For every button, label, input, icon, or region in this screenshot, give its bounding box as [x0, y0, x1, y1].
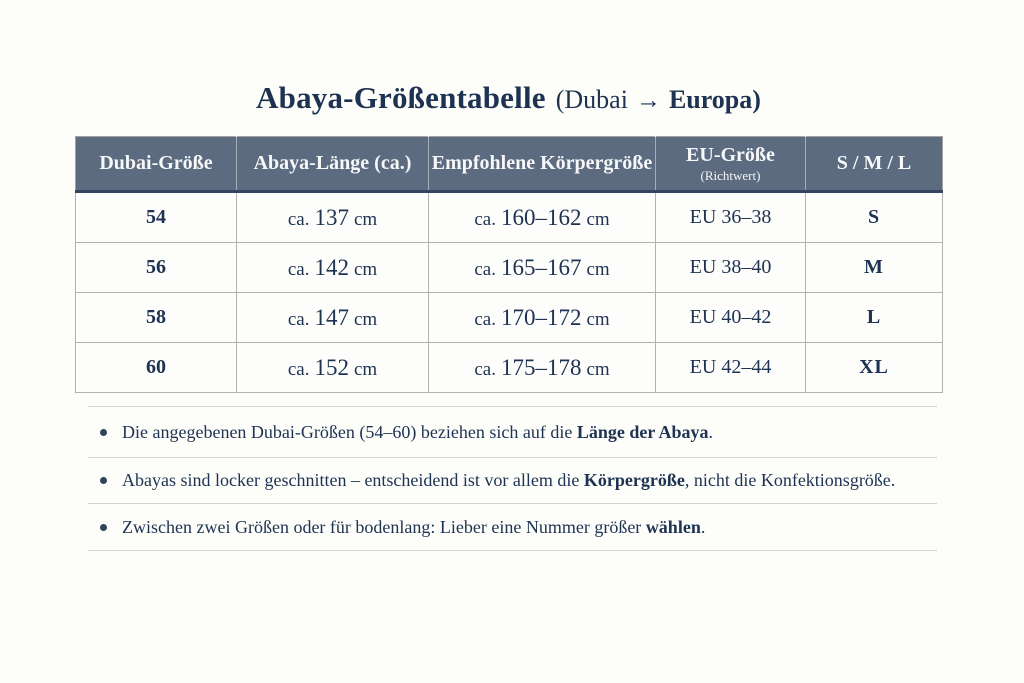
cell-eu-size: EU 38–40 — [656, 243, 806, 293]
notes-list — [88, 406, 937, 551]
table-row — [76, 192, 943, 243]
cell-dubai-size: 54 — [76, 192, 237, 243]
size-chart-table — [75, 136, 943, 393]
cell-dubai-size: 56 — [76, 243, 237, 293]
bullet-icon — [100, 524, 107, 531]
cell-letter-size: M — [806, 243, 943, 293]
cell-eu-size: EU 40–42 — [656, 293, 806, 343]
cell-abaya-length: ca. 152 cm — [237, 343, 429, 393]
title-main: Abaya-Größentabelle — [256, 80, 546, 115]
cell-dubai-size: 60 — [76, 343, 237, 393]
title-sub-open: (Dubai — [555, 85, 628, 114]
note-item — [88, 503, 937, 550]
cell-body-height: ca. 175–178 cm — [429, 343, 656, 393]
eu-groesse-label: EU-Größe — [686, 143, 775, 166]
cell-abaya-length: ca. 147 cm — [237, 293, 429, 343]
note-text: Zwischen zwei Größen oder für bodenlang: Lieber eine Nummer größer wählen. — [122, 516, 706, 537]
note-item — [88, 406, 937, 457]
table-row — [76, 343, 943, 393]
richtwert-label: (Richtwert) — [700, 167, 761, 183]
bullet-icon — [100, 429, 107, 436]
cell-letter-size: L — [806, 293, 943, 343]
cell-body-height: ca. 170–172 cm — [429, 293, 656, 343]
cell-body-height: ca. 165–167 cm — [429, 243, 656, 293]
right-arrow-icon: → — [635, 87, 661, 114]
cell-abaya-length: ca. 142 cm — [237, 243, 429, 293]
page-title — [75, 80, 942, 116]
table-header-row — [76, 137, 943, 192]
table-row — [76, 243, 943, 293]
col-header-koerpergroesse: Empfohlene Körpergröße — [429, 137, 656, 192]
col-header-dubai-groesse: Dubai-Größe — [76, 137, 237, 192]
note-item — [88, 457, 937, 503]
note-text: Die angegebenen Dubai-Größen (54–60) beziehen sich auf die Länge der Abaya. — [122, 421, 714, 442]
title-sub-close: Europa) — [668, 85, 761, 114]
col-header-eu-groesse — [656, 137, 806, 192]
cell-dubai-size: 58 — [76, 293, 237, 343]
cell-eu-size: EU 42–44 — [656, 343, 806, 393]
cell-abaya-length: ca. 137 cm — [237, 192, 429, 243]
col-header-sml: S / M / L — [806, 137, 943, 192]
bullet-icon — [100, 477, 107, 484]
cell-body-height: ca. 160–162 cm — [429, 192, 656, 243]
cell-letter-size: XL — [806, 343, 943, 393]
cell-letter-size: S — [806, 192, 943, 243]
col-header-abaya-laenge: Abaya-Länge (ca.) — [237, 137, 429, 192]
cell-eu-size: EU 36–38 — [656, 192, 806, 243]
note-text: Abayas sind locker geschnitten – entscheidend ist vor allem die Körpergröße, nicht die Konfektionsgröße. — [122, 470, 896, 490]
table-row — [76, 293, 943, 343]
